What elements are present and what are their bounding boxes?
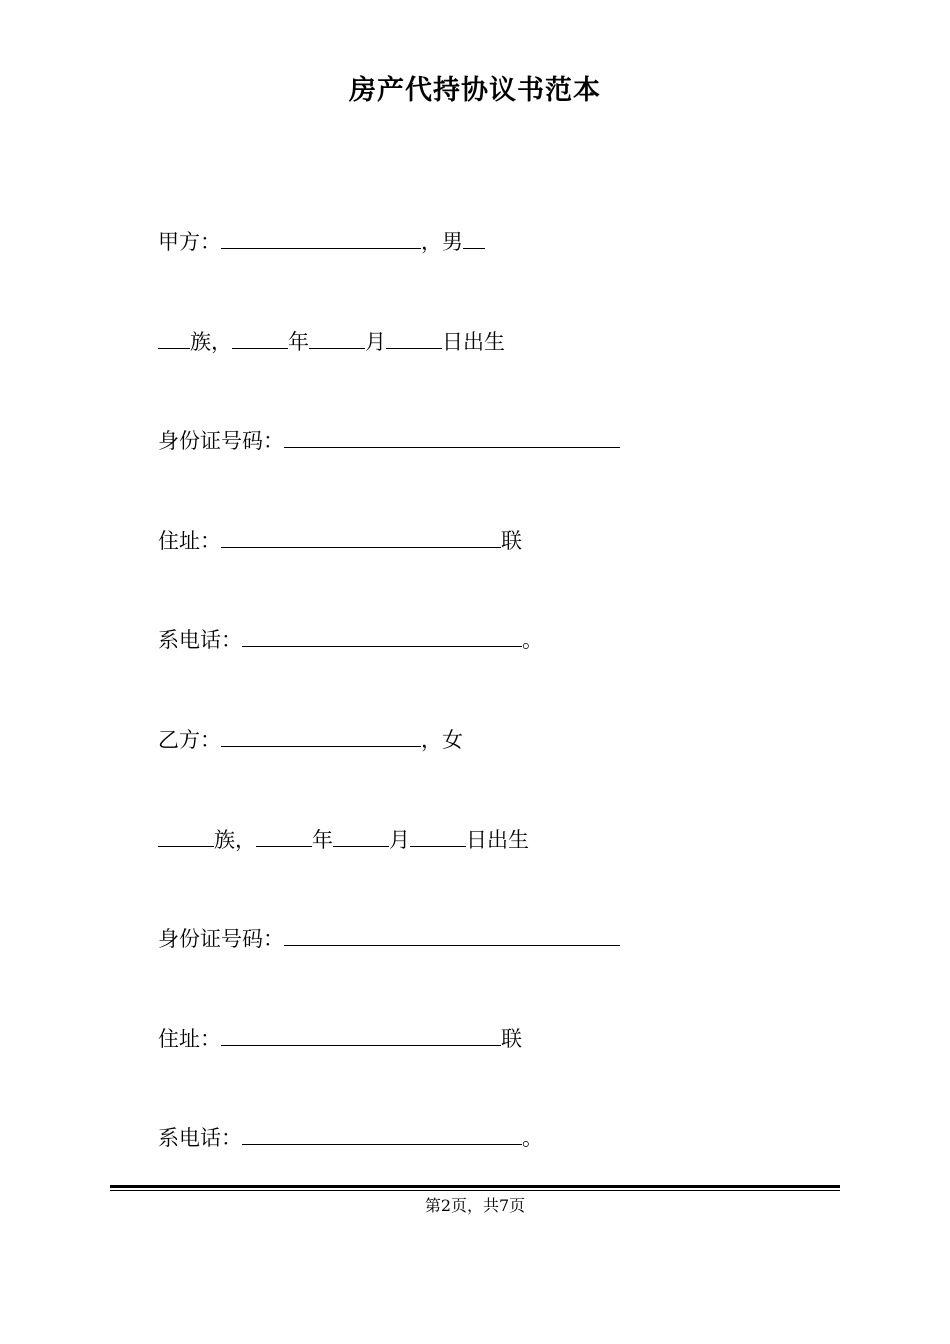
party-b-ethnicity-blank bbox=[158, 824, 214, 847]
page-indicator: 第2页，共7页 bbox=[424, 1196, 526, 1215]
party-a-id-blank bbox=[284, 425, 620, 448]
party-b-phone-label: 系电话： bbox=[158, 1126, 242, 1150]
party-b-year: 年 bbox=[312, 828, 333, 852]
party-a-birth-line bbox=[158, 326, 505, 357]
party-b-id-blank bbox=[284, 923, 620, 946]
party-a-year-blank bbox=[232, 326, 288, 349]
footer-rule-thin bbox=[110, 1190, 840, 1191]
party-a-ethnicity-blank bbox=[158, 326, 190, 349]
party-a-month: 月 bbox=[365, 330, 386, 354]
party-b-month: 月 bbox=[389, 828, 410, 852]
party-a-birth-suffix: 日出生 bbox=[442, 330, 505, 354]
party-a-gender: ，男 bbox=[421, 230, 463, 254]
party-b-address-line bbox=[158, 1023, 522, 1054]
party-b-name-line bbox=[158, 724, 463, 755]
party-a-ethnicity-suffix: 族， bbox=[190, 330, 232, 354]
party-b-address-blank bbox=[221, 1023, 501, 1046]
party-b-month-blank bbox=[333, 824, 389, 847]
party-a-id-label: 身份证号码： bbox=[158, 429, 284, 453]
party-b-address-suffix: 联 bbox=[501, 1027, 522, 1051]
party-b-birth-line bbox=[158, 824, 529, 855]
party-a-address-label: 住址： bbox=[158, 529, 221, 553]
party-a-month-blank bbox=[309, 326, 365, 349]
party-a-name-label: 甲方： bbox=[158, 230, 221, 254]
party-b-id-line bbox=[158, 923, 620, 954]
party-b-day-blank bbox=[410, 824, 466, 847]
party-b-name-blank bbox=[221, 724, 421, 747]
party-b-gender: ，女 bbox=[421, 728, 463, 752]
party-a-gender-blank bbox=[463, 226, 485, 249]
party-a-day-blank bbox=[386, 326, 442, 349]
party-a-phone-label: 系电话： bbox=[158, 628, 242, 652]
party-b-phone-blank bbox=[242, 1122, 522, 1145]
party-b-phone-line bbox=[158, 1122, 543, 1153]
party-b-address-label: 住址： bbox=[158, 1027, 221, 1051]
party-a-phone-suffix: 。 bbox=[522, 628, 543, 652]
party-b-ethnicity-suffix: 族， bbox=[214, 828, 256, 852]
party-b-phone-suffix: 。 bbox=[522, 1126, 543, 1150]
party-b-name-label: 乙方： bbox=[158, 728, 221, 752]
party-a-name-blank bbox=[221, 226, 421, 249]
party-a-phone-line bbox=[158, 624, 543, 655]
party-a-name-line bbox=[158, 226, 485, 257]
party-a-address-blank bbox=[221, 525, 501, 548]
party-a-id-line bbox=[158, 425, 620, 456]
party-a-year: 年 bbox=[288, 330, 309, 354]
party-a-address-suffix: 联 bbox=[501, 529, 522, 553]
party-a-phone-blank bbox=[242, 624, 522, 647]
document-title: 房产代持协议书范本 bbox=[349, 75, 601, 106]
party-a-address-line bbox=[158, 525, 522, 556]
party-b-birth-suffix: 日出生 bbox=[466, 828, 529, 852]
party-b-id-label: 身份证号码： bbox=[158, 927, 284, 951]
footer-rule-thick bbox=[110, 1185, 840, 1188]
party-b-year-blank bbox=[256, 824, 312, 847]
